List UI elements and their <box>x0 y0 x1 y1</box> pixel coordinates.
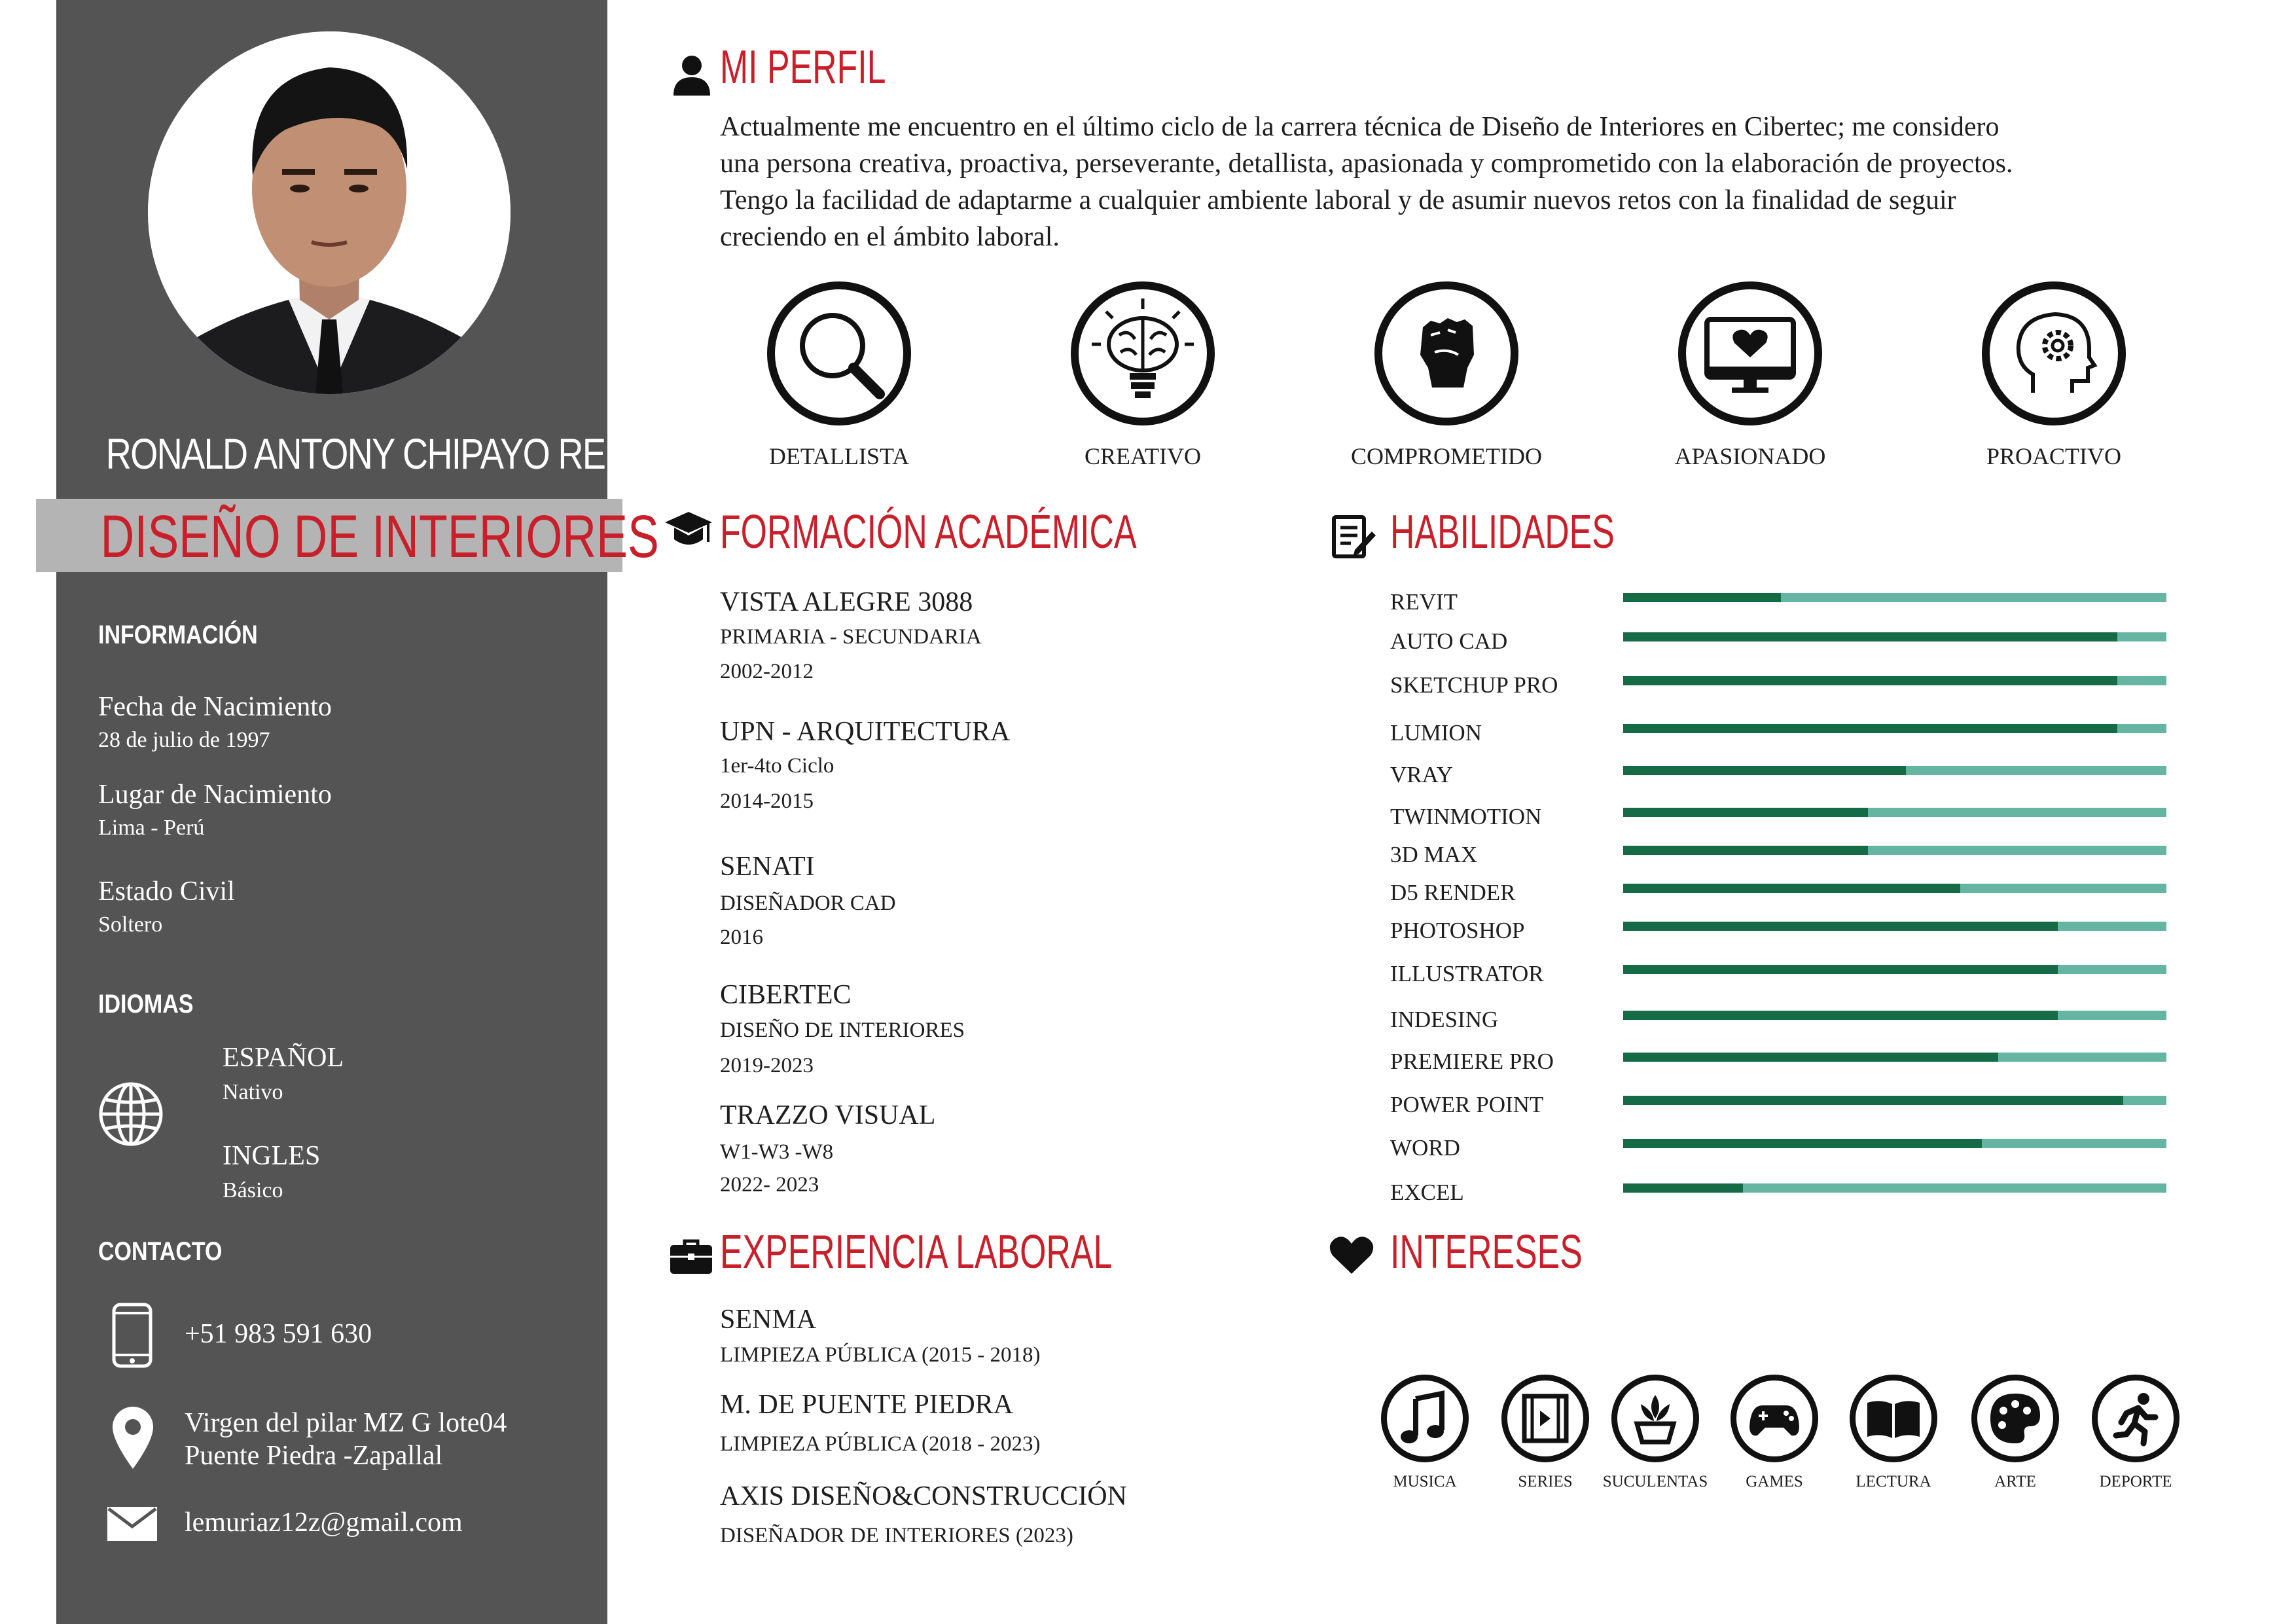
skill-label: PREMIERE PRO <box>1390 1049 1554 1074</box>
interest-musica: MUSICA <box>1393 1473 1457 1490</box>
skill-label: 3D MAX <box>1390 842 1478 867</box>
skill-bar <box>1623 808 2166 817</box>
language-spanish: ESPAÑOL <box>223 1043 344 1073</box>
trait-apasionado: APASIONADO <box>1674 443 1826 469</box>
experience-company: M. DE PUENTE PIEDRA <box>720 1390 1013 1420</box>
language-english: INGLES <box>223 1141 321 1171</box>
profile-line: Tengo la facilidad de adaptarme a cualquier ambiente laboral y de asumir nuevos retos con la finalidad de seguir <box>720 185 1956 215</box>
skill-label: VRAY <box>1390 762 1453 787</box>
interest-series: SERIES <box>1518 1473 1573 1490</box>
skill-bar <box>1623 1096 2166 1105</box>
skill-bar-fill <box>1623 593 1781 602</box>
skill-bar <box>1623 1183 2166 1193</box>
mail-icon <box>107 1507 157 1544</box>
skill-bar-fill <box>1623 632 2117 641</box>
trait-comprometido: COMPROMETIDO <box>1350 443 1543 469</box>
education-school: UPN - ARQUITECTURA <box>720 717 1011 747</box>
skill-bar-fill <box>1623 922 2058 931</box>
experience-role: DISEÑADOR DE INTERIORES (2023) <box>720 1524 1073 1547</box>
profile-title: MI PERFIL <box>720 41 886 94</box>
skill-label: INDESING <box>1390 1007 1499 1032</box>
education-years: 2014-2015 <box>720 789 814 813</box>
skill-bar-fill <box>1623 1096 2123 1105</box>
experience-title: EXPERIENCIA LABORAL <box>720 1226 1113 1278</box>
runner-icon <box>2092 1375 2179 1462</box>
interest-lectura: LECTURA <box>1856 1473 1931 1490</box>
trait-creativo: CREATIVO <box>1085 443 1201 469</box>
education-years: 2016 <box>720 926 763 949</box>
education-years: 2002-2012 <box>720 660 814 683</box>
education-detail: W1-W3 -W8 <box>720 1140 834 1164</box>
birth-place-value: Lima - Perú <box>98 816 205 840</box>
palette-icon <box>1971 1375 2059 1462</box>
experience-role: LIMPIEZA PÚBLICA (2018 - 2023) <box>720 1432 1041 1456</box>
trait-detallista: DETALLISTA <box>768 443 910 469</box>
education-detail: PRIMARIA - SECUNDARIA <box>720 625 982 649</box>
skill-bar <box>1623 632 2166 641</box>
skill-label: WORD <box>1390 1135 1460 1161</box>
education-detail: DISEÑO DE INTERIORES <box>720 1019 965 1042</box>
graduation-cap-icon <box>664 509 713 554</box>
film-icon <box>1501 1375 1589 1462</box>
birth-date-value: 28 de julio de 1997 <box>98 728 270 752</box>
skill-bar <box>1623 965 2166 974</box>
birth-date-label: Fecha de Nacimiento <box>98 692 332 722</box>
skill-bar-fill <box>1623 846 1868 855</box>
skill-label: REVIT <box>1390 589 1458 615</box>
education-title: FORMACIÓN ACADÉMICA <box>720 506 1137 558</box>
address-line-2: Puente Piedra -Zapallal <box>185 1441 443 1471</box>
birth-place-label: Lugar de Nacimiento <box>98 780 332 810</box>
language-spanish-level: Nativo <box>223 1080 283 1104</box>
phone-icon <box>111 1303 153 1371</box>
skill-bar-fill <box>1623 1053 1998 1062</box>
heart-icon <box>1329 1235 1374 1278</box>
skill-bar-fill <box>1623 724 2117 733</box>
briefcase-icon <box>669 1238 713 1278</box>
profile-photo <box>148 31 511 394</box>
skill-bar <box>1623 724 2166 733</box>
trait-proactivo: PROACTIVO <box>1986 443 2121 469</box>
interest-games: GAMES <box>1746 1473 1803 1490</box>
full-name: RONALD ANTONY CHIPAYO REMACHE <box>105 429 728 478</box>
skill-bar-fill <box>1623 1011 2058 1020</box>
skill-label: SKETCHUP PRO <box>1390 672 1558 698</box>
skill-bar <box>1623 766 2166 775</box>
plant-icon <box>1611 1375 1699 1462</box>
skills-title: HABILIDADES <box>1390 506 1615 558</box>
skill-bar-fill <box>1623 676 2117 685</box>
location-pin-icon <box>110 1405 156 1473</box>
skill-bar-fill <box>1623 808 1868 817</box>
skill-label: AUTO CAD <box>1390 628 1508 654</box>
education-school: TRAZZO VISUAL <box>720 1100 936 1130</box>
interest-suculentas: SUCULENTAS <box>1602 1473 1708 1490</box>
brain-bulb-icon <box>1071 281 1215 425</box>
skill-label: EXCEL <box>1390 1180 1464 1205</box>
education-detail: DISEÑADOR CAD <box>720 892 896 915</box>
experience-role: LIMPIEZA PÚBLICA (2015 - 2018) <box>720 1343 1041 1367</box>
civil-status-value: Soltero <box>98 912 163 937</box>
experience-company: AXIS DISEÑO&CONSTRUCCIÓN <box>720 1481 1127 1511</box>
skill-label: LUMION <box>1390 720 1482 746</box>
language-english-level: Básico <box>223 1178 283 1202</box>
profile-line: creciendo en el ámbito laboral. <box>720 222 1060 252</box>
education-years: 2019-2023 <box>720 1054 814 1077</box>
skill-bar <box>1623 1053 2166 1062</box>
interest-deporte: DEPORTE <box>2099 1473 2172 1490</box>
skill-bar-fill <box>1623 1183 1743 1193</box>
skill-bar <box>1623 922 2166 931</box>
experience-company: SENMA <box>720 1305 817 1335</box>
contact-heading: CONTACTO <box>98 1237 223 1266</box>
profile-line: una persona creativa, proactiva, perseverante, detallista, apasionada y comprometido con la elaboración de proyectos. <box>720 149 2013 179</box>
role-title: DISEÑO DE INTERIORES <box>100 503 659 570</box>
education-detail: 1er-4to Ciclo <box>720 754 834 778</box>
education-school: CIBERTEC <box>720 980 852 1010</box>
skill-bar-fill <box>1623 884 1960 893</box>
profile-line: Actualmente me encuentro en el último ciclo de la carrera técnica de Diseño de Interiores en Cibertec; me considero <box>720 112 2000 142</box>
languages-heading: IDIOMAS <box>98 990 194 1019</box>
skill-label: TWINMOTION <box>1390 804 1542 829</box>
document-edit-icon <box>1331 514 1377 564</box>
interest-arte: ARTE <box>1994 1473 2036 1490</box>
info-heading: INFORMACIÓN <box>98 621 258 649</box>
person-icon <box>671 54 713 99</box>
email-address[interactable]: lemuriaz12z@gmail.com <box>185 1507 463 1538</box>
skill-bar <box>1623 593 2166 602</box>
phone-number[interactable]: +51 983 591 630 <box>185 1319 372 1349</box>
education-school: VISTA ALEGRE 3088 <box>720 587 973 617</box>
skill-label: PHOTOSHOP <box>1390 918 1525 943</box>
skill-bar-fill <box>1623 965 2058 974</box>
skill-bar <box>1623 1011 2166 1020</box>
skill-label: ILLUSTRATOR <box>1390 961 1544 986</box>
book-icon <box>1850 1375 1937 1462</box>
skills-list <box>1390 0 2254 1244</box>
skill-bar <box>1623 1139 2166 1148</box>
skill-label: D5 RENDER <box>1390 880 1516 905</box>
skill-bar <box>1623 846 2166 855</box>
civil-status-label: Estado Civil <box>98 876 235 907</box>
magnifier-icon <box>767 281 911 425</box>
skill-label: POWER POINT <box>1390 1092 1544 1117</box>
skill-bar-fill <box>1623 1139 1982 1148</box>
music-note-icon <box>1381 1375 1469 1462</box>
skill-bar <box>1623 884 2166 893</box>
interests-title: INTERESES <box>1390 1226 1583 1278</box>
skill-bar <box>1623 676 2166 685</box>
gamepad-icon <box>1731 1375 1818 1462</box>
address-line-1: Virgen del pilar MZ G lote04 <box>185 1408 507 1438</box>
education-school: SENATI <box>720 852 815 882</box>
globe-icon <box>98 1081 164 1150</box>
education-years: 2022- 2023 <box>720 1173 819 1197</box>
skill-bar-fill <box>1623 766 1906 775</box>
